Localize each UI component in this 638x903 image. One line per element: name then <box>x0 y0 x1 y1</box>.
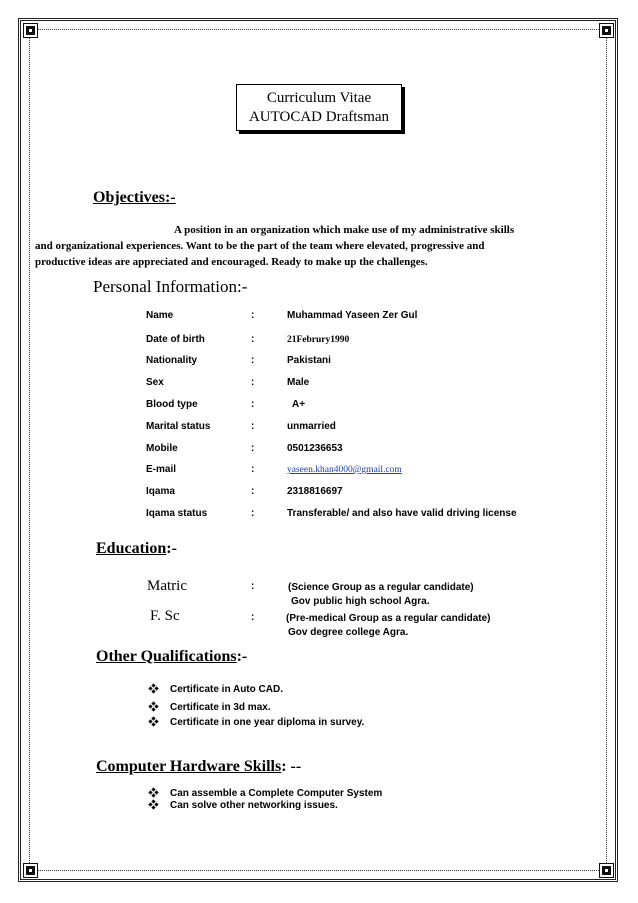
corner-ornament-bottom-right <box>600 864 613 877</box>
pi-value: unmarried <box>287 421 336 432</box>
list-item <box>149 788 382 799</box>
pi-value: Male <box>287 377 310 388</box>
pi-value: Pakistani <box>287 355 331 366</box>
objectives-line-2: and organizational experiences. Want to be the part of the team where elevated, progressive and <box>35 240 485 252</box>
pi-value: Transferable/ and also have valid driving license <box>287 508 517 519</box>
pi-colon: : <box>251 464 255 475</box>
education-label: Matric <box>147 578 187 594</box>
pi-colon: : <box>251 486 255 497</box>
pi-label: Sex <box>146 377 164 388</box>
diamond-bullet-icon <box>149 800 158 809</box>
pi-colon: : <box>251 443 255 454</box>
pi-label: Iqama status <box>146 508 208 519</box>
cv-subtitle: AUTOCAD Draftsman <box>248 109 390 125</box>
pi-colon: : <box>251 355 255 366</box>
cv-title-box <box>236 84 402 131</box>
personal-info-heading: Personal Information:- <box>93 277 248 296</box>
corner-ornament-top-left <box>24 24 37 37</box>
list-item <box>149 684 283 695</box>
list-item <box>149 702 271 713</box>
pi-label: Mobile <box>146 443 178 454</box>
education-detail-1: (Science Group as a regular candidate) <box>288 582 474 593</box>
diamond-bullet-icon <box>149 788 158 797</box>
pi-value: 2318816697 <box>287 486 343 497</box>
education-colon: : <box>251 612 255 623</box>
diamond-bullet-icon <box>149 684 158 693</box>
pi-label: Nationality <box>146 355 198 366</box>
education-label: F. Sc <box>150 608 180 624</box>
qualification-text: Certificate in Auto CAD. <box>170 684 283 695</box>
objectives-line-1: A position in an organization which make use of my administrative skills <box>174 224 515 236</box>
education-heading-suffix: :- <box>166 540 177 557</box>
list-item <box>149 800 338 811</box>
corner-ornament-top-right <box>600 24 613 37</box>
pi-colon: : <box>251 508 255 519</box>
hardware-skills-heading <box>96 758 301 776</box>
objectives-line-3: productive ideas are appreciated and encouraged. Ready to make up the challenges. <box>35 256 428 268</box>
pi-colon: : <box>251 399 255 410</box>
pi-value: A+ <box>292 399 306 410</box>
pi-colon: : <box>251 310 255 321</box>
pi-value: 0501236653 <box>287 443 343 454</box>
education-detail-2: Gov public high school Agra. <box>291 596 430 607</box>
education-detail-2: Gov degree college Agra. <box>288 627 409 638</box>
pi-label: E-mail <box>146 464 177 475</box>
pi-colon: : <box>251 334 255 345</box>
diamond-bullet-icon <box>149 702 158 711</box>
pi-value: Muhammad Yaseen Zer Gul <box>287 310 418 321</box>
qualifications-heading-text: Other Qualifications <box>96 648 237 665</box>
hardware-skill-text: Can solve other networking issues. <box>170 800 338 811</box>
hardware-heading-text: Computer Hardware Skills <box>96 758 282 775</box>
pi-label: Iqama <box>146 486 175 497</box>
pi-label: Name <box>146 310 174 321</box>
corner-ornament-bottom-left <box>24 864 37 877</box>
qualifications-heading-suffix: :- <box>236 648 248 665</box>
hardware-skill-text: Can assemble a Complete Computer System <box>170 788 383 799</box>
qualifications-heading <box>96 648 247 666</box>
pi-label: Date of birth <box>146 334 205 345</box>
objectives-heading: Objectives:- <box>93 189 176 206</box>
qualification-text: Certificate in one year diploma in survey. <box>170 717 365 728</box>
education-heading-text: Education <box>96 540 167 557</box>
pi-label: Blood type <box>146 399 198 410</box>
education-heading <box>96 540 177 558</box>
education-colon: : <box>251 581 255 592</box>
pi-label: Marital status <box>146 421 211 432</box>
pi-colon: : <box>251 421 255 432</box>
pi-value: 21Februry1990 <box>287 335 350 345</box>
diamond-bullet-icon <box>149 717 158 726</box>
qualification-text: Certificate in 3d max. <box>170 702 271 713</box>
pi-colon: : <box>251 377 255 388</box>
cv-title: Curriculum Vitae <box>266 90 372 106</box>
hardware-heading-suffix: : -- <box>281 758 302 775</box>
education-detail-1: (Pre-medical Group as a regular candidate) <box>286 613 491 624</box>
email-link[interactable]: yaseen.khan4000@gmail.com <box>287 465 402 475</box>
list-item <box>149 717 364 728</box>
